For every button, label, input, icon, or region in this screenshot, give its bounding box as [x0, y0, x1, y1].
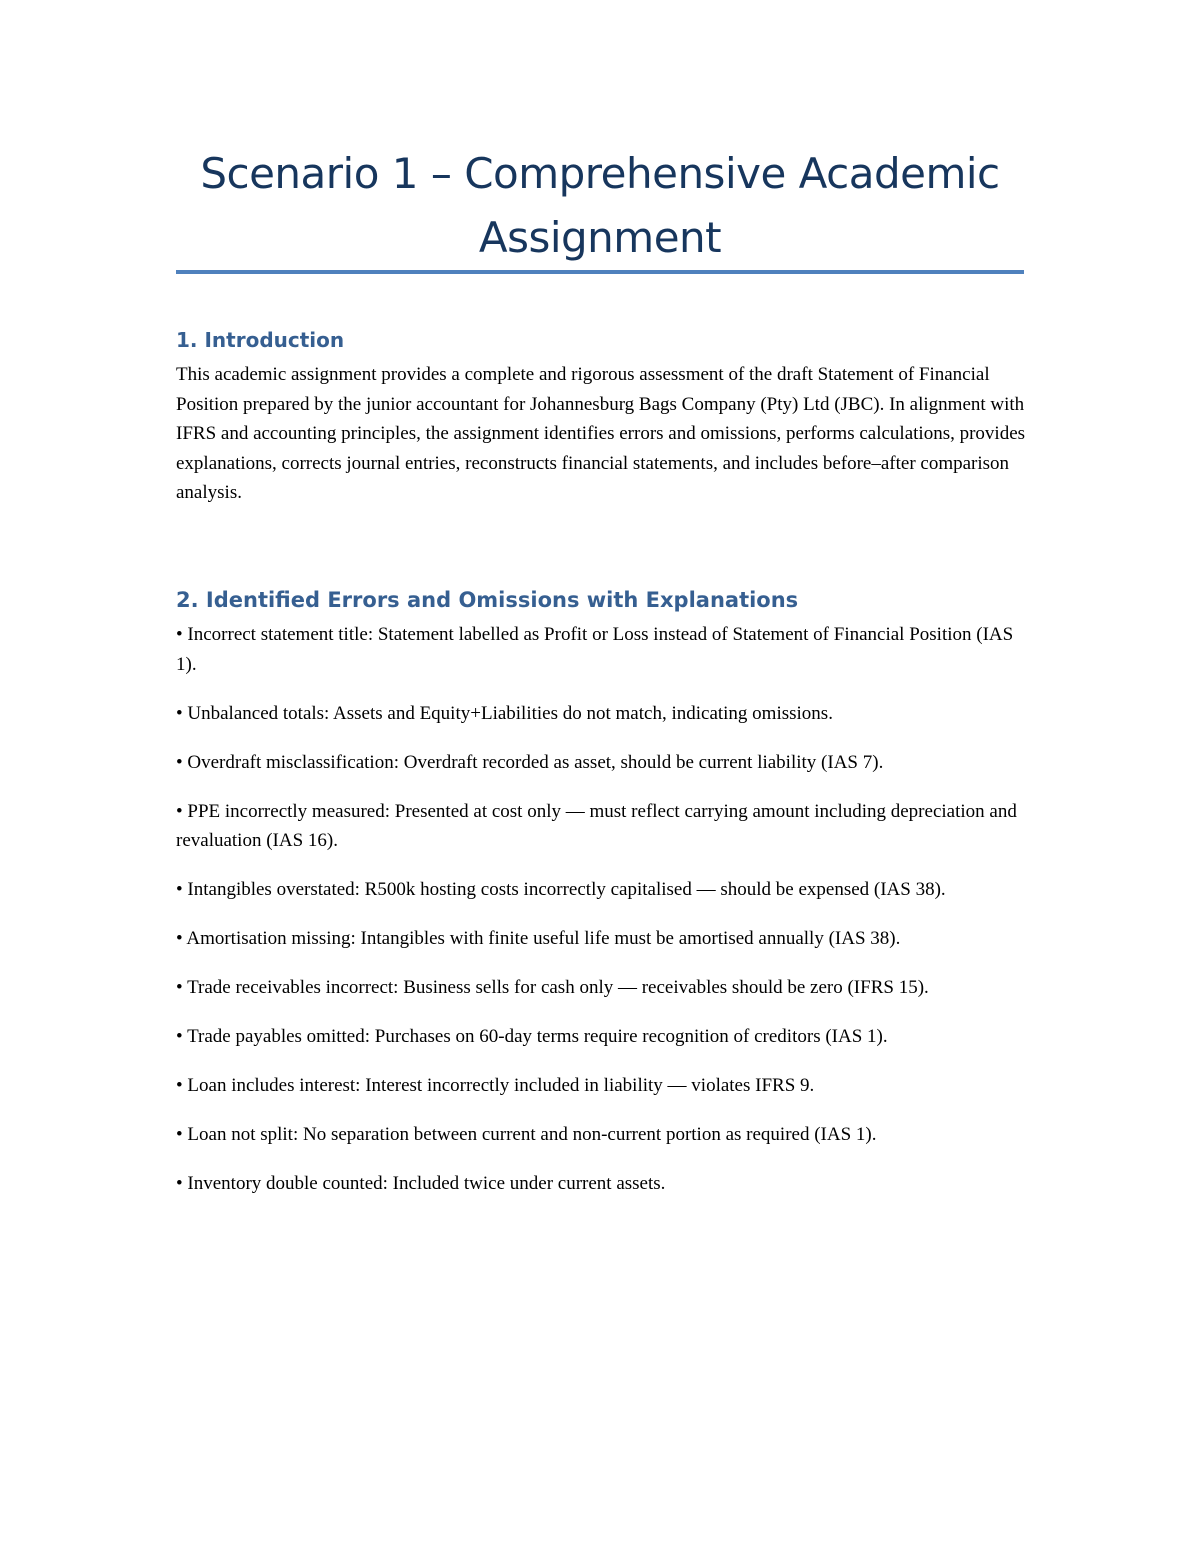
list-item-text: PPE incorrectly measured: Presented at cost only — must reflect carrying amount including depreciation and revaluation (IAS 16).: [176, 800, 1017, 852]
list-item: [176, 973, 1028, 1003]
list-item: [176, 875, 1028, 905]
list-item: [176, 699, 1028, 729]
list-item: [176, 1120, 1028, 1150]
list-item: [176, 797, 1028, 856]
bullet-icon: •: [176, 751, 183, 773]
bullet-icon: •: [176, 928, 183, 950]
bullet-icon: •: [176, 624, 183, 645]
list-item: [176, 1169, 1028, 1199]
list-item-text: Amortisation missing: Intangibles with finite useful life must be amortised annually (IAS 38).: [186, 928, 901, 950]
bullet-icon: •: [176, 879, 183, 901]
title-line-1: Scenario 1 – Comprehensive Academic: [200, 149, 1000, 198]
list-item-text: Inventory double counted: Included twice under current assets.: [187, 1173, 666, 1195]
list-item-text: Trade payables omitted: Purchases on 60-day terms require recognition of creditors (IAS 1).: [187, 1026, 888, 1048]
section-heading-introduction: 1. Introduction: [176, 328, 345, 352]
list-item: [176, 924, 1028, 954]
list-item-text: Loan includes interest: Interest incorrectly included in liability — violates IFRS 9.: [187, 1075, 815, 1097]
bullet-icon: •: [176, 1075, 183, 1097]
introduction-paragraph: This academic assignment provides a complete and rigorous assessment of the draft Statement of Financial Position prepared by the junior accountant for Johannesburg Bags Company (Pty) Ltd (JBC). In alignment with IFRS and accounting principles, the assignment identifies errors and omissions, performs calculations, provides explanations, corrects journal entries, reconstructs financial statements, and includes before–after comparison analysis.: [176, 364, 1026, 504]
list-item: [176, 620, 1028, 679]
list-item-text: Intangibles overstated: R500k hosting costs incorrectly capitalised — should be expensed (IAS 38).: [187, 879, 946, 901]
errors-list: [176, 620, 1028, 1218]
title-line-2: Assignment: [478, 213, 722, 262]
bullet-icon: •: [176, 1173, 183, 1195]
bullet-icon: •: [176, 702, 183, 724]
bullet-icon: •: [176, 977, 183, 999]
bullet-icon: •: [176, 1124, 183, 1146]
list-item: [176, 1022, 1028, 1052]
list-item-text: Overdraft misclassification: Overdraft recorded as asset, should be current liability (IAS 7).: [187, 751, 884, 773]
bullet-icon: •: [176, 1026, 183, 1048]
section-heading-errors: 2. Identified Errors and Omissions with Explanations: [176, 588, 799, 612]
list-item: [176, 1071, 1028, 1101]
title-underline-rule: [176, 270, 1024, 274]
bullet-icon: •: [176, 800, 183, 822]
document-title: [176, 142, 1024, 270]
list-item: [176, 748, 1028, 778]
list-item-text: Loan not split: No separation between current and non-current portion as required (IAS 1).: [187, 1124, 877, 1146]
list-item-text: Unbalanced totals: Assets and Equity+Liabilities do not match, indicating omissions.: [187, 702, 833, 724]
list-item-text: Incorrect statement title: Statement labelled as Profit or Loss instead of Statement of Financial Position (IAS 1).: [176, 624, 1014, 675]
list-item-text: Trade receivables incorrect: Business sells for cash only — receivables should be zero (IFRS 15).: [187, 977, 929, 999]
